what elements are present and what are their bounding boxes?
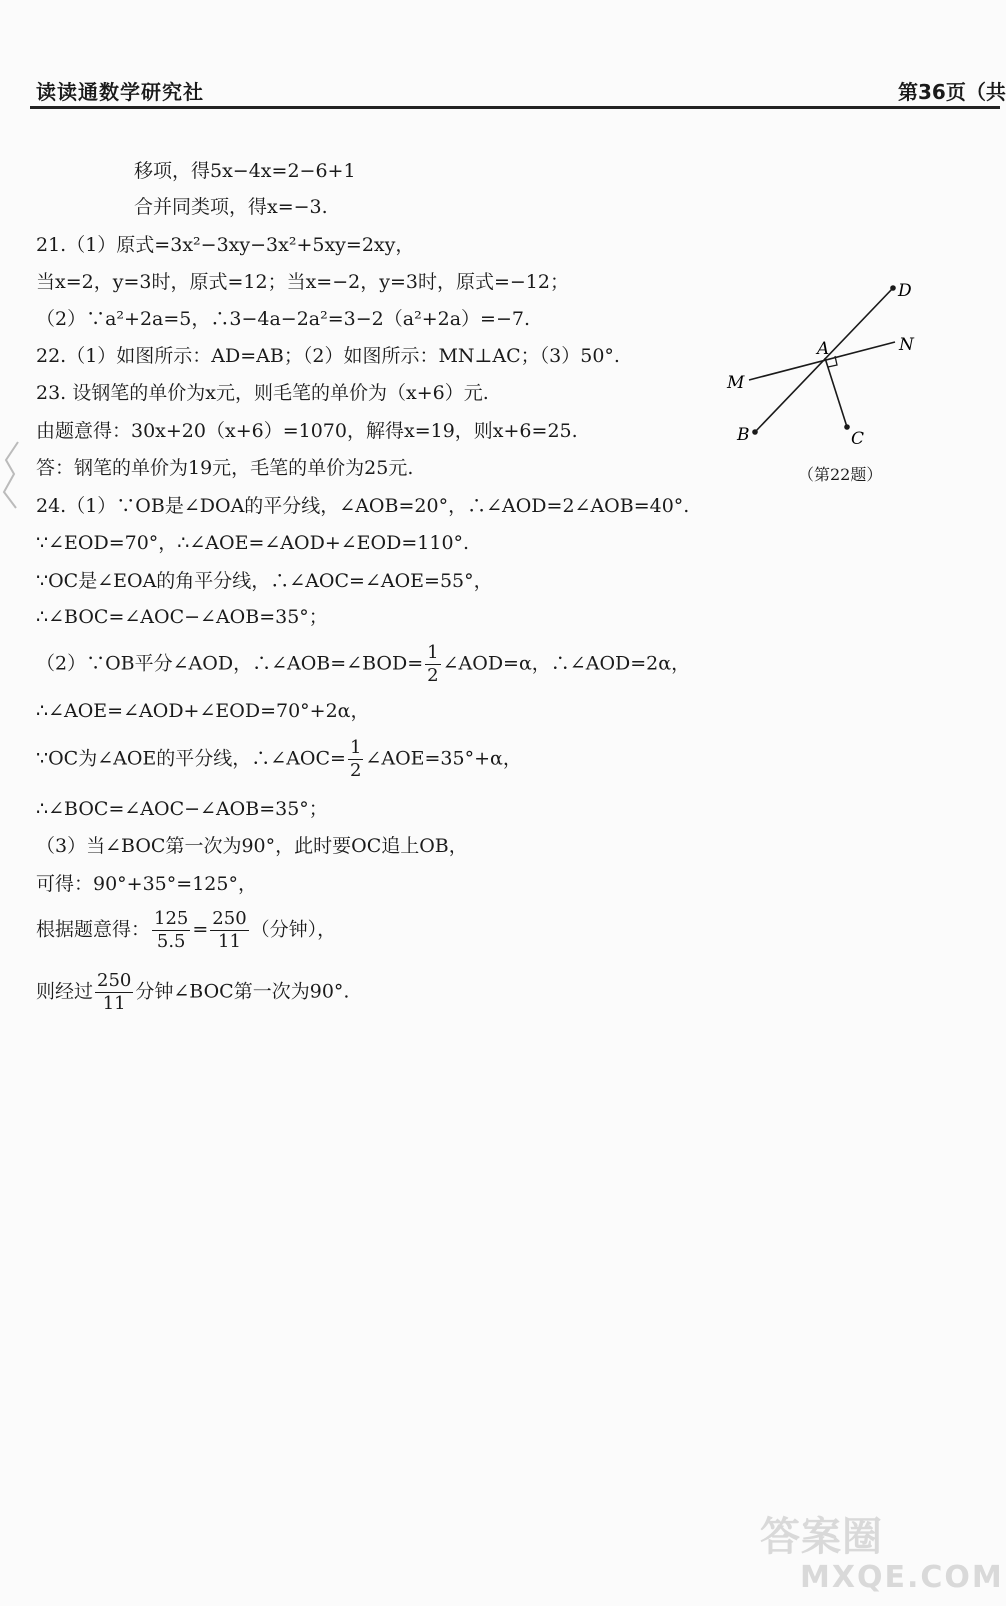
line-q24-3c-rest: （分钟）， [250, 918, 337, 941]
label-m: M [727, 373, 745, 393]
line-transpose: 移项，得5x−4x=2−6+1 [134, 160, 356, 182]
fraction-numerator: 250 [212, 908, 247, 929]
equals-sign: = [192, 918, 209, 941]
line-q24-1d: ∴∠BOC=∠AOC−∠AOB=35°； [36, 606, 328, 628]
line-q24-3b: 可得：90°+35°=125°， [36, 873, 257, 895]
line-q23-equation: 由题意得：30x+20（x+6）=1070，解得x=19，则x+6=25. [36, 420, 578, 442]
fraction-denominator: 5.5 [156, 931, 186, 952]
line-q24-3c [36, 908, 336, 953]
line-ac [825, 358, 847, 427]
geometry-figure [727, 280, 935, 460]
fraction-denominator: 2 [427, 665, 439, 686]
fraction-250-11 [210, 908, 248, 953]
line-q24-2a-text: （2）∵OB平分∠AOD，∴∠AOB=∠BOD= [36, 652, 424, 675]
line-q23-setup: 23. 设钢笔的单价为x元，则毛笔的单价为（x+6）元. [36, 382, 489, 404]
line-q24-2c-rest: ∠AOE=35°+α， [365, 747, 522, 770]
page-header [0, 72, 1006, 108]
watermark-logo: 答案圈 [760, 1514, 883, 1560]
label-n: N [899, 335, 914, 355]
header-rule [30, 106, 1000, 109]
point-b [752, 429, 758, 435]
fraction-250-11 [95, 970, 133, 1015]
scan-mark-icon [0, 440, 22, 510]
point-d [890, 285, 896, 291]
fraction-numerator: 250 [97, 970, 132, 991]
line-q24-2b: ∴∠AOE=∠AOD+∠EOD=70°+2α， [36, 700, 370, 722]
fraction-numerator: 1 [427, 642, 439, 663]
line-q24-3c-text: 根据题意得： [36, 918, 151, 941]
fraction-denominator: 11 [218, 931, 241, 952]
label-d: D [898, 281, 912, 301]
label-c: C [851, 429, 865, 449]
point-c [844, 424, 850, 430]
line-q21-eval: 当x=2，y=3时，原式=12；当x=−2，y=3时，原式=−12； [36, 271, 569, 293]
line-q24-1b: ∵∠EOD=70°，∴∠AOE=∠AOD+∠EOD=110°. [36, 532, 470, 554]
line-q22: 22.（1）如图所示：AD=AB；（2）如图所示：MN⊥AC；（3）50°. [36, 345, 620, 367]
watermark-url: MXQE.COM [800, 1560, 1004, 1595]
line-q24-1a: 24.（1）∵OB是∠DOA的平分线，∠AOB=20°，∴∠AOD=2∠AOB=40°. [36, 495, 690, 517]
line-q21-1: 21.（1）原式=3x²−3xy−3x²+5xy=2xy， [36, 234, 415, 256]
line-q24-1c: ∵OC是∠EOA的角平分线，∴∠AOC=∠AOE=55°， [36, 570, 493, 592]
line-q24-2c [36, 737, 522, 782]
line-q24-2a [36, 642, 690, 687]
fraction-half [348, 737, 363, 782]
fraction-numerator: 1 [349, 737, 362, 758]
line-q21-2: （2）∵a²+2a=5，∴3−4a−2a²=3−2（a²+2a）=−7. [36, 308, 531, 330]
line-q24-3d [36, 970, 349, 1015]
publisher-name: 读读通数学研究社 [36, 80, 204, 104]
line-q24-2d: ∴∠BOC=∠AOC−∠AOB=35°； [36, 798, 328, 820]
fraction-125-5.5 [152, 908, 190, 953]
line-q24-3d-rest: 分钟∠BOC第一次为90°. [135, 980, 350, 1003]
page-number: 第36页（共 [898, 80, 1006, 104]
fraction-numerator: 125 [154, 908, 189, 929]
fraction-denominator: 2 [349, 760, 362, 781]
line-q24-3d-text: 则经过 [36, 980, 94, 1003]
line-q23-answer: 答：钢笔的单价为19元，毛笔的单价为25元. [36, 457, 414, 479]
figure-caption: （第22题） [798, 465, 883, 484]
line-combine: 合并同类项，得x=−3. [134, 196, 328, 218]
fraction-denominator: 11 [102, 993, 126, 1014]
fraction-half [425, 642, 440, 687]
line-q24-2a-rest: ∠AOD=α，∴∠AOD=2α， [442, 652, 691, 675]
label-a: A [817, 339, 830, 359]
line-q24-3a: （3）当∠BOC第一次为90°，此时要OC追上OB， [36, 835, 468, 857]
line-q24-2c-text: ∵OC为∠AOE的平分线，∴∠AOC= [36, 747, 346, 770]
label-b: B [737, 425, 750, 445]
